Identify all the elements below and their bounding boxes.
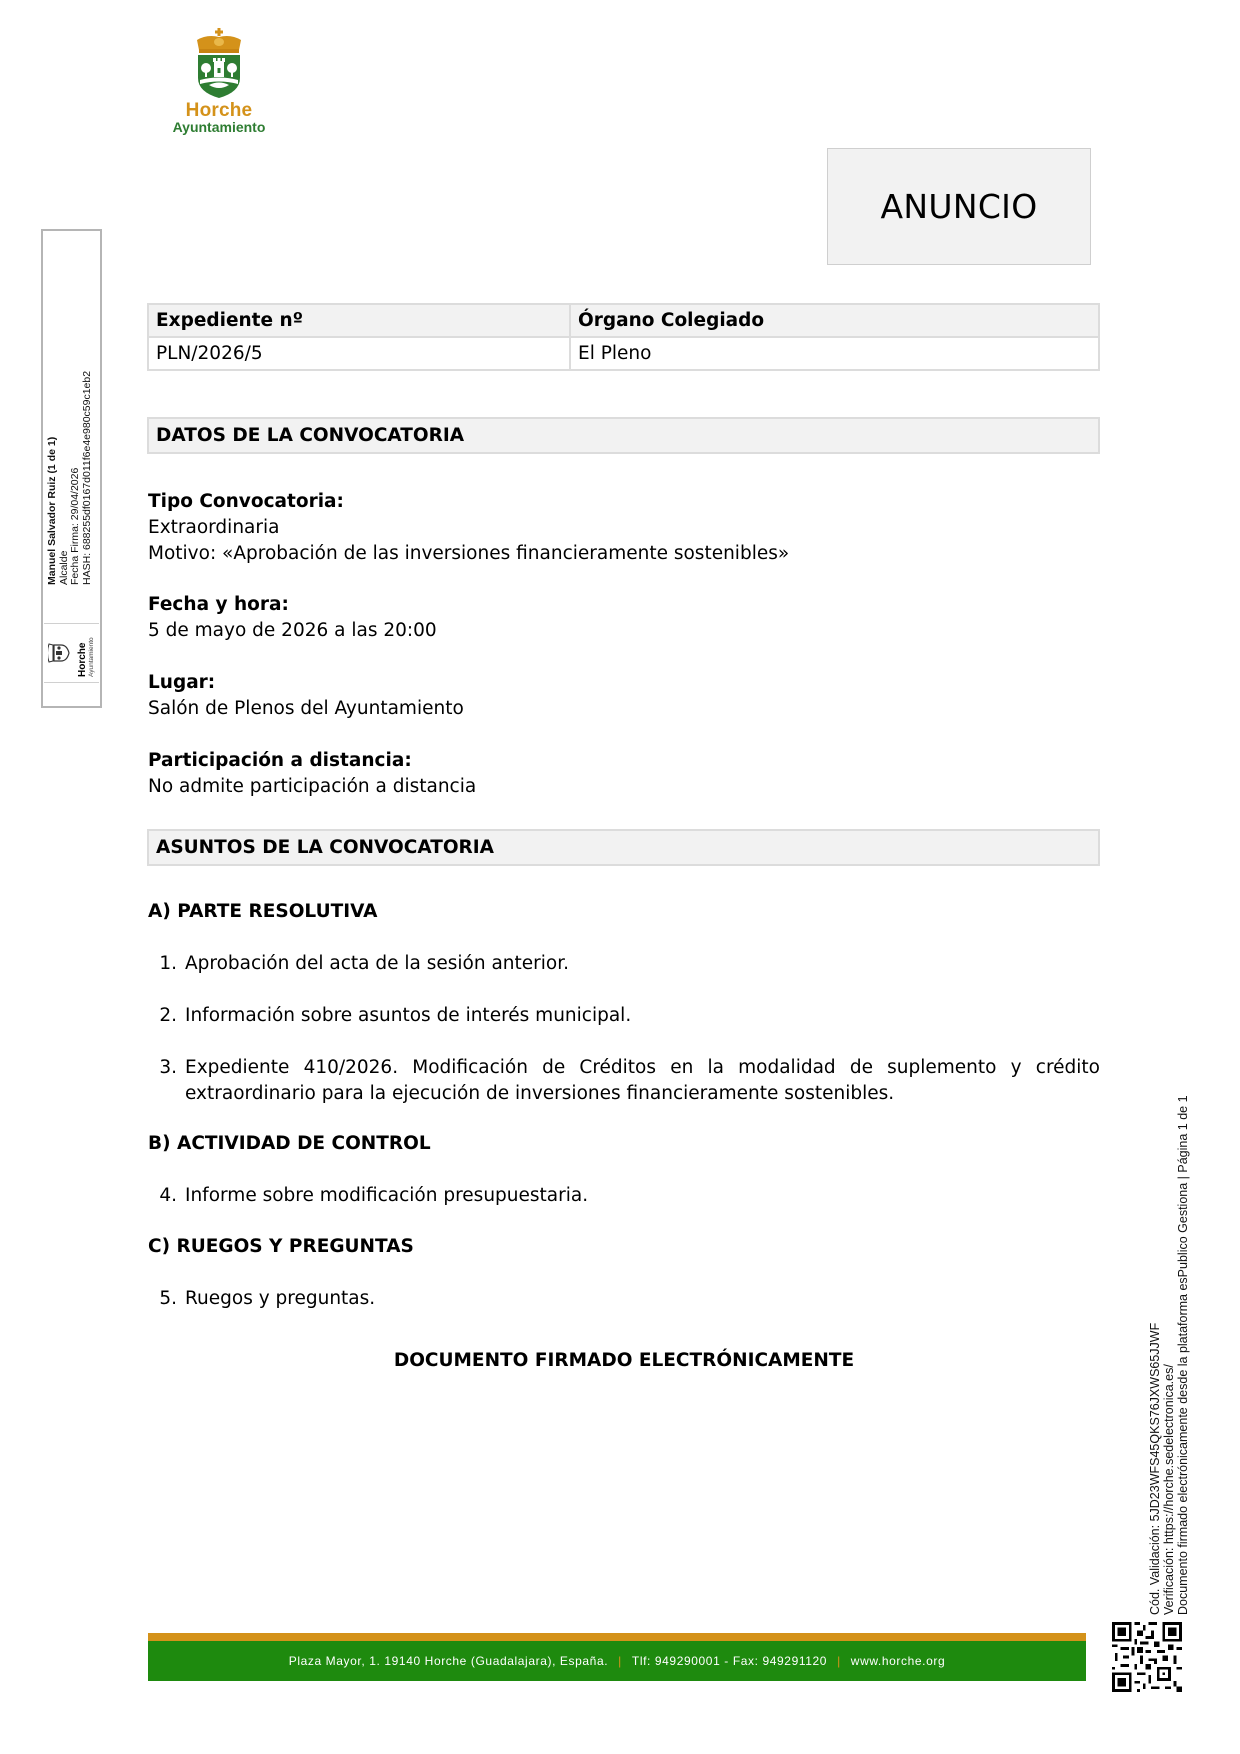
signer-name: Manuel Salvador Ruiz (1 de 1) xyxy=(46,436,58,585)
list-item xyxy=(148,1286,1100,1312)
item-text: Aprobación del acta de la sesión anterior. xyxy=(185,953,569,974)
header-expediente: Expediente nº xyxy=(148,304,570,337)
validation-strip xyxy=(1148,1095,1190,1615)
expediente-value: PLN/2026/5 xyxy=(148,337,570,370)
item-text: Información sobre asuntos de interés municipal. xyxy=(185,1005,632,1026)
list-item xyxy=(148,1055,1100,1107)
stamp-logo-name: Horche xyxy=(77,642,88,677)
logo-subtitle: Ayuntamiento xyxy=(172,119,266,135)
document-type-title: ANUNCIO xyxy=(827,148,1091,265)
qr-code-icon xyxy=(1112,1622,1182,1692)
item-number: 2. xyxy=(159,1005,177,1026)
table-row xyxy=(148,337,1099,370)
footer-address: Plaza Mayor, 1. 19140 Horche (Guadalajara), España. xyxy=(288,1654,609,1668)
stamp-logo-subtitle: Ayuntamiento xyxy=(88,637,95,677)
signed-notice: DOCUMENTO FIRMADO ELECTRÓNICAMENTE xyxy=(393,1350,855,1371)
fecha-block xyxy=(148,592,437,644)
footer-contact xyxy=(148,1641,1086,1681)
expediente-table xyxy=(147,303,1100,371)
lugar-value: Salón de Plenos del Ayuntamiento xyxy=(148,698,464,719)
signature-hash: HASH: 688255df0167d011f6e4e980c59c1eb2 xyxy=(80,370,93,585)
signature-date: Fecha Firma: 29/04/2026 xyxy=(69,467,81,585)
verification-url: Verificación: https://horche.sedelectronica.es/ xyxy=(1162,1364,1176,1615)
footer-website-link[interactable]: www.horche.org xyxy=(850,1654,946,1668)
item-text: Informe sobre modificación presupuestaria. xyxy=(185,1185,589,1206)
motivo-value: Motivo: «Aprobación de las inversiones financieramente sostenibles» xyxy=(148,543,790,564)
participacion-value: No admite participación a distancia xyxy=(148,776,477,797)
lugar-label: Lugar: xyxy=(148,672,216,693)
item-number: 5. xyxy=(159,1288,177,1309)
coat-of-arms-icon xyxy=(191,28,247,100)
list-item xyxy=(148,1003,1100,1029)
list-item xyxy=(148,951,1100,977)
participacion-label: Participación a distancia: xyxy=(148,750,412,771)
item-number: 1. xyxy=(159,953,177,974)
section-b-heading: B) ACTIVIDAD DE CONTROL xyxy=(148,1133,431,1154)
asuntos-section-title: ASUNTOS DE LA CONVOCATORIA xyxy=(147,829,1100,866)
footer-separator: | xyxy=(618,1654,622,1668)
item-text: Ruegos y preguntas. xyxy=(185,1288,376,1309)
tipo-label: Tipo Convocatoria: xyxy=(148,491,344,512)
section-c-heading: C) RUEGOS Y PREGUNTAS xyxy=(148,1236,414,1257)
lugar-block xyxy=(148,670,464,722)
stamp-coat-of-arms-icon xyxy=(48,641,70,665)
signature-stamp-text xyxy=(47,371,93,585)
organo-value: El Pleno xyxy=(570,337,1099,370)
horche-logo xyxy=(160,28,278,138)
footer-phone: Tlf: 949290001 - Fax: 949291120 xyxy=(631,1654,828,1668)
footer-bar xyxy=(148,1633,1086,1681)
table-header-row xyxy=(148,304,1099,337)
signer-role: Alcalde xyxy=(57,550,70,585)
validation-code: Cód. Validación: 5JD23WFS45QKS76JXWS65JJWF xyxy=(1148,1322,1162,1615)
item-number: 4. xyxy=(159,1185,177,1206)
logo-name: Horche xyxy=(185,100,253,121)
platform-note: Documento firmado electrónicamente desde la plataforma esPublico Gestiona | Página 1 de 1 xyxy=(1176,1095,1190,1615)
item-text: Expediente 410/2026. Modificación de Créditos en la modalidad de suplemento y crédito extraordinario para la ejecución de inversiones financieramente sostenibles. xyxy=(185,1057,1100,1104)
footer-gold-stripe xyxy=(148,1633,1086,1641)
stamp-logo-label xyxy=(78,637,96,677)
tipo-value: Extraordinaria xyxy=(148,517,280,538)
footer-separator: | xyxy=(837,1654,841,1668)
datos-section-title: DATOS DE LA CONVOCATORIA xyxy=(147,417,1100,454)
fecha-label: Fecha y hora: xyxy=(148,594,289,615)
header-organo: Órgano Colegiado xyxy=(570,304,1099,337)
list-item xyxy=(148,1183,1100,1209)
section-a-heading: A) PARTE RESOLUTIVA xyxy=(148,901,378,922)
participacion-block xyxy=(148,748,476,800)
item-number: 3. xyxy=(159,1057,177,1078)
tipo-block xyxy=(148,489,789,567)
fecha-value: 5 de mayo de 2026 a las 20:00 xyxy=(148,620,437,641)
